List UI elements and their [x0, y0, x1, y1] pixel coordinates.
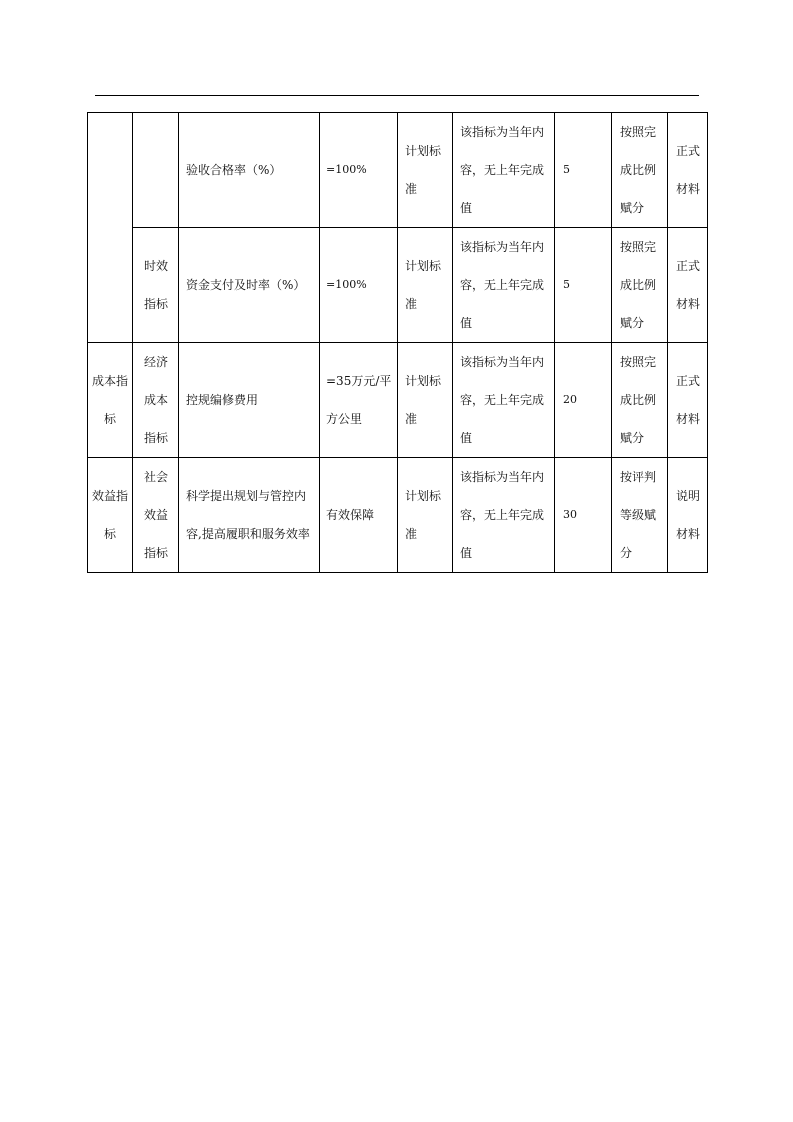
- weight-cell: 5: [555, 228, 612, 343]
- table-row: [88, 343, 708, 458]
- weight-cell: 30: [555, 458, 612, 573]
- evidence-cell: 说明材料: [668, 458, 708, 573]
- level2-indicator-cell: 社会效益指标: [133, 458, 179, 573]
- table-row: [88, 228, 708, 343]
- scoring-method-cell: 按评判等级赋分: [612, 458, 668, 573]
- basis-cell: 计划标准: [398, 113, 453, 228]
- target-value-cell: =35万元/平方公里: [320, 343, 398, 458]
- target-value-cell: =100%: [320, 113, 398, 228]
- level1-indicator-cell: 效益指标: [88, 458, 133, 573]
- level1-indicator-cell: [88, 113, 133, 343]
- basis-cell: 计划标准: [398, 458, 453, 573]
- performance-indicator-table: [87, 112, 708, 573]
- history-cell: 该指标为当年内容，无上年完成值: [453, 228, 555, 343]
- header-rule: [95, 95, 699, 96]
- evidence-cell: 正式材料: [668, 343, 708, 458]
- table-row: [88, 113, 708, 228]
- level1-indicator-cell: 成本指标: [88, 343, 133, 458]
- basis-cell: 计划标准: [398, 343, 453, 458]
- indicator-name-cell: 控规编修费用: [179, 343, 320, 458]
- scoring-method-cell: 按照完成比例赋分: [612, 343, 668, 458]
- target-value-cell: 有效保障: [320, 458, 398, 573]
- scoring-method-cell: 按照完成比例赋分: [612, 228, 668, 343]
- indicator-name-cell: 验收合格率（%）: [179, 113, 320, 228]
- history-cell: 该指标为当年内容，无上年完成值: [453, 458, 555, 573]
- target-value-cell: =100%: [320, 228, 398, 343]
- evidence-cell: 正式材料: [668, 113, 708, 228]
- history-cell: 该指标为当年内容，无上年完成值: [453, 113, 555, 228]
- weight-cell: 5: [555, 113, 612, 228]
- level2-indicator-cell: 经济成本指标: [133, 343, 179, 458]
- basis-cell: 计划标准: [398, 228, 453, 343]
- table-row: [88, 458, 708, 573]
- weight-cell: 20: [555, 343, 612, 458]
- level2-indicator-cell: 时效指标: [133, 228, 179, 343]
- scoring-method-cell: 按照完成比例赋分: [612, 113, 668, 228]
- level2-indicator-cell: [133, 113, 179, 228]
- indicator-name-cell: 科学提出规划与管控内容,提高履职和服务效率: [179, 458, 320, 573]
- indicator-name-cell: 资金支付及时率（%）: [179, 228, 320, 343]
- history-cell: 该指标为当年内容，无上年完成值: [453, 343, 555, 458]
- evidence-cell: 正式材料: [668, 228, 708, 343]
